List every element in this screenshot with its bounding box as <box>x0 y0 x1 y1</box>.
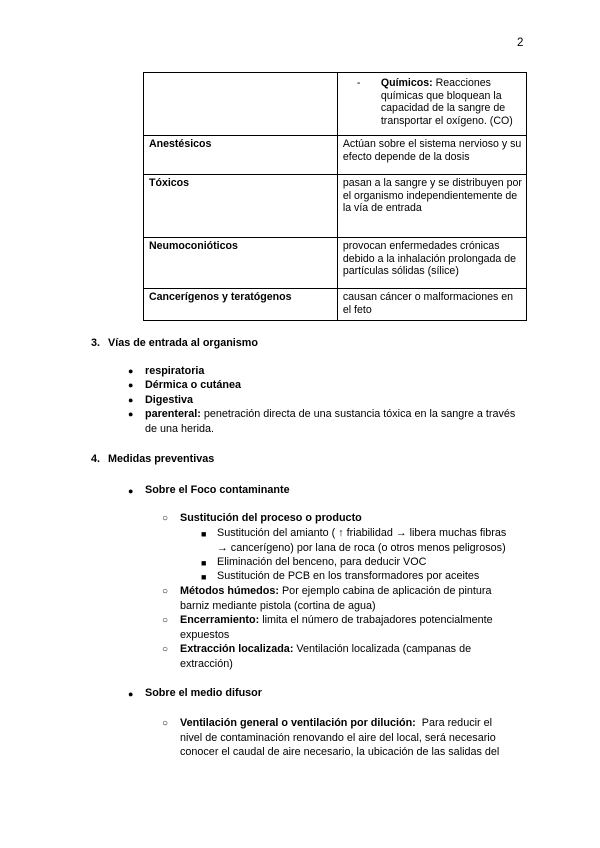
table-cell-name: Anestésicos <box>144 136 338 175</box>
square-bullet-icon: ■ <box>201 529 207 539</box>
circle-bullet-icon: ○ <box>162 644 169 655</box>
list-item-continuation: de una herida. <box>145 423 215 435</box>
list-item: parenteral: penetración directa de una sustancia tóxica en la sangre a través <box>145 408 516 420</box>
list-item: respiratoria <box>145 365 205 377</box>
list-item: Sustitución de PCB en los transformadores por aceites <box>217 570 480 582</box>
table-cell-empty <box>144 73 338 136</box>
chemicals-label: Químicos: <box>380 77 433 89</box>
list-item: Ventilación general o ventilación por dilución: Para reducir el <box>180 717 492 729</box>
subsection-title: Sobre el Foco contaminante <box>145 484 290 496</box>
chemicals-text: Reacciones químicas que bloquean la capacidad de la sangre de transportar el oxígeno. (CO) <box>380 77 513 128</box>
square-bullet-icon: ■ <box>201 572 207 582</box>
list-item: Encerramiento: limita el número de trabajadores potencialmente <box>180 614 493 626</box>
table-cell-desc: pasan a la sangre y se distribuyen por el organismo independientemente de la vía de entrada <box>337 175 526 238</box>
section-title: Medidas preventivas <box>108 453 215 465</box>
list-item: Digestiva <box>145 394 194 406</box>
toxicity-table <box>143 72 527 321</box>
table-cell-desc: causan cáncer o malformaciones en el feto <box>337 289 526 321</box>
subsection-title: Sobre el medio difusor <box>145 687 262 699</box>
table-row <box>144 289 527 321</box>
table-cell-desc: Actúan sobre el sistema nervioso y su efecto depende de la dosis <box>337 136 526 175</box>
list-item-continuation: → cancerígeno) por lana de roca (o otros menos peligrosos) <box>217 542 506 554</box>
section-number: 4. <box>91 453 101 465</box>
parenteral-label: parenteral: <box>145 408 201 420</box>
circle-bullet-icon: ○ <box>162 615 169 626</box>
list-item: Dérmica o cutánea <box>145 379 242 391</box>
page-number: 2 <box>517 37 524 49</box>
bullet-icon: ● <box>128 395 134 405</box>
list-item: Métodos húmedos: Por ejemplo cabina de aplicación de pintura <box>180 585 492 597</box>
circle-bullet-icon: ○ <box>162 586 169 597</box>
list-item-continuation: nivel de contaminación renovando el aire del local, será necesario <box>180 732 496 744</box>
section-number: 3. <box>91 337 101 349</box>
list-item-continuation: conocer el caudal de aire necesario, la ubicación de las salidas del <box>180 746 500 758</box>
table-row <box>144 238 527 289</box>
bullet-icon: ● <box>128 486 134 496</box>
bullet-icon: ● <box>128 689 134 699</box>
list-item: Extracción localizada: Ventilación localizada (campanas de <box>180 643 472 655</box>
list-item-continuation: extracción) <box>180 658 233 670</box>
section-3-heading <box>91 337 391 351</box>
list-item-continuation: barniz mediante pistola (cortina de agua) <box>180 600 376 612</box>
list-item-continuation: expuestos <box>180 629 230 641</box>
table-row <box>144 175 527 238</box>
dash-marker: - <box>356 77 361 89</box>
circle-bullet-icon: ○ <box>162 513 169 524</box>
bullet-icon: ● <box>128 380 134 390</box>
table-cell-desc: provocan enfermedades crónicas debido a la inhalación prolongada de partículas sólidas (sílice) <box>337 238 526 289</box>
table-row <box>144 73 527 136</box>
circle-bullet-icon: ○ <box>162 718 169 729</box>
table-cell-name: Neumoconióticos <box>144 238 338 289</box>
table-cell-chemicals <box>337 73 526 136</box>
list-item: Eliminación del benceno, para deducir VOC <box>217 556 427 568</box>
bullet-icon: ● <box>128 409 134 419</box>
list-item: Sustitución del amianto ( ↑ friabilidad → libera muchas fibras <box>217 527 507 539</box>
table-row <box>144 136 527 175</box>
section-4-heading <box>91 453 391 467</box>
bullet-icon: ● <box>128 366 134 376</box>
section-title: Vías de entrada al organismo <box>108 337 259 349</box>
table-cell-name: Tóxicos <box>144 175 338 238</box>
square-bullet-icon: ■ <box>201 558 207 568</box>
sub-item-title: Sustitución del proceso o producto <box>180 512 362 524</box>
table-cell-name: Cancerígenos y teratógenos <box>144 289 338 321</box>
